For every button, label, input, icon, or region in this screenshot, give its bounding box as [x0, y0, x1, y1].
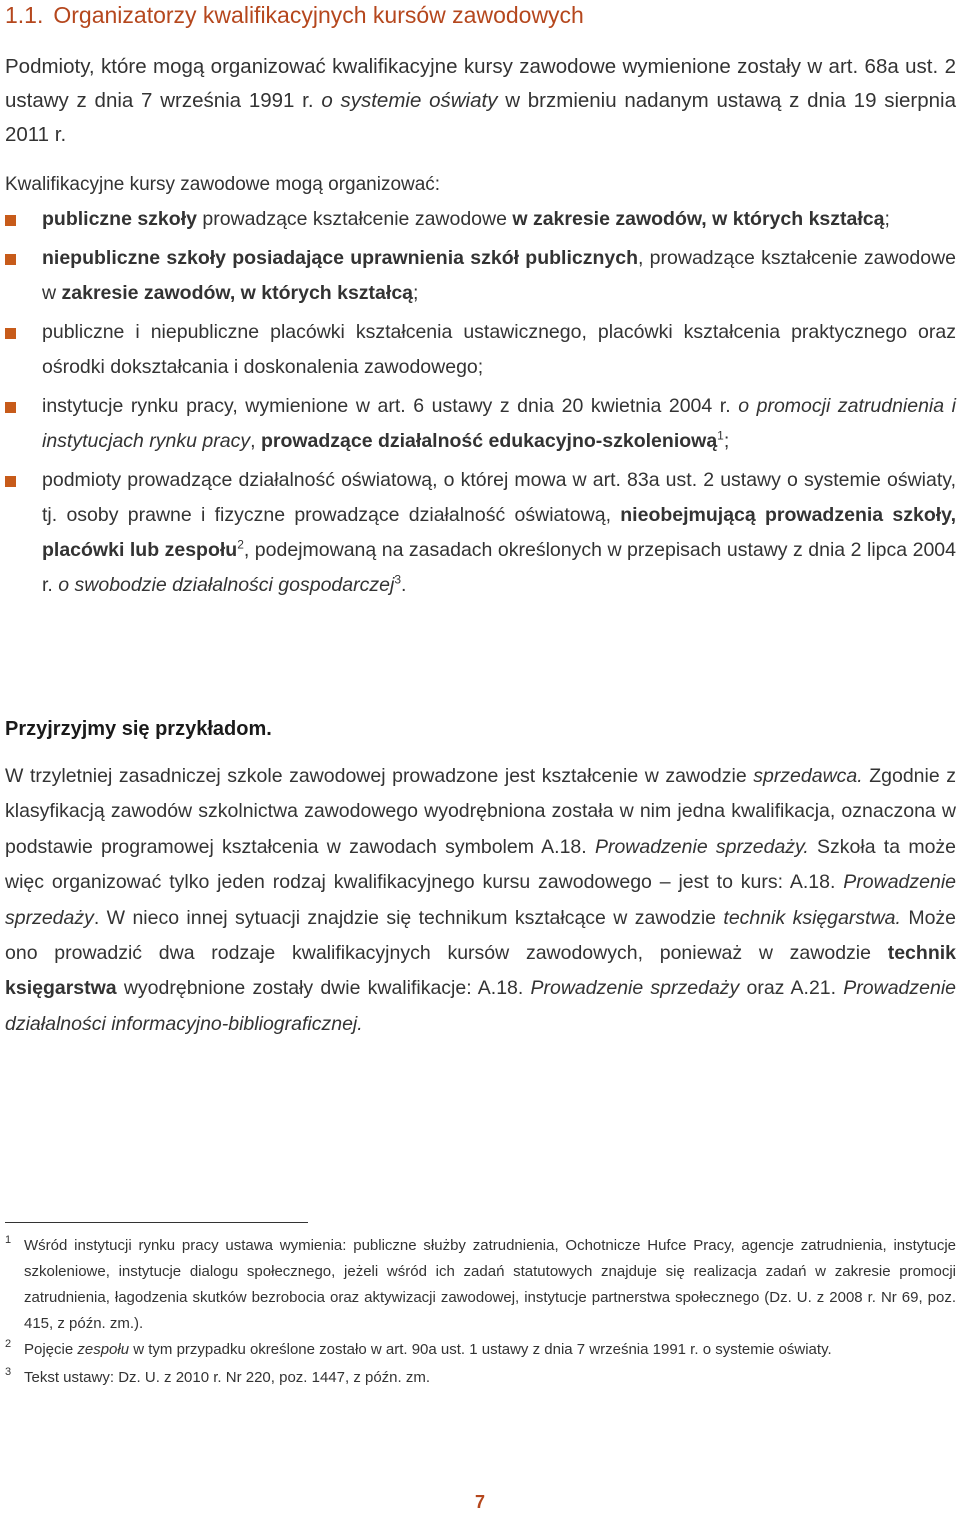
square-bullet-icon	[5, 402, 16, 413]
footnote-ref[interactable]: 2	[237, 537, 244, 552]
list-item: instytucje rynku pracy, wymienione w art. 6 ustawy z dnia 20 kwietnia 2004 r. o promocji zatrudnienia i instytucjach rynku pracy, prowadzące działalność edukacyjno-szkoleniową$^1$;	[5, 389, 956, 459]
footnote-ref[interactable]: 3	[394, 572, 401, 587]
intro-act-title: o systemie oświaty	[321, 89, 498, 112]
intro-paragraph	[5, 50, 956, 152]
section-heading	[5, 2, 584, 29]
list-lead: Kwalifikacyjne kursy zawodowe mogą organizować:	[5, 174, 441, 195]
square-bullet-icon	[5, 476, 16, 487]
square-bullet-icon	[5, 328, 16, 339]
footnote-mark: 1	[5, 1234, 12, 1246]
page-number: 7	[474, 1492, 485, 1512]
footnote-mark: 2	[5, 1338, 12, 1350]
footnote-2: 2 Pojęcie zespołu w tym przypadku określone zostało w art. 90a ust. 1 ustawy z dnia 7 września 1991 r. o systemie oświaty.	[5, 1337, 956, 1363]
square-bullet-icon	[5, 215, 16, 226]
examples-heading: Przyjrzyjmy się przykładom.	[5, 718, 272, 740]
footnote-ref[interactable]: 1	[717, 428, 724, 443]
square-bullet-icon	[5, 254, 16, 265]
list-item: publiczne i niepubliczne placówki kształcenia ustawicznego, placówki kształcenia praktycznego oraz ośrodki dokształcania i doskonalenia zawodowego;	[5, 315, 956, 385]
footnotes	[5, 1233, 956, 1393]
intro-text-end: w brzmieniu nadanym ustawą z dnia 19 sierpnia 2011 r.	[5, 89, 957, 146]
list-item: publiczne szkoły prowadzące kształcenie zawodowe w zakresie zawodów, w których kształcą;	[5, 202, 956, 237]
list-item: podmioty prowadzące działalność oświatową, o której mowa w art. 83a ust. 2 ustawy o systemie oświaty, tj. osoby prawne i fizyczne prowadzące działalność oświatową, nieobejmującą prowadzenia szkoły, placówki lub zespołu$^2$, podejmowaną na zasadach określonych w przepisach ustawy z dnia 2 lipca 2004 r. o swobodzie działalności gospodarczej$^3$.	[5, 463, 956, 603]
section-title: Organizatorzy kwalifikacyjnych kursów zawodowych	[53, 2, 584, 28]
footnote-mark: 3	[5, 1366, 12, 1378]
footnote-3: 3 Tekst ustawy: Dz. U. z 2010 r. Nr 220, poz. 1447, z późn. zm.	[5, 1365, 956, 1391]
section-number: 1.1.	[5, 2, 44, 28]
organizer-list	[5, 202, 956, 607]
example-paragraph: W trzyletniej zasadniczej szkole zawodowej prowadzone jest kształcenie w zawodzie sprzedawca. Zgodnie z klasyfikacją zawodów szkolnictwa zawodowego wyodrębniona została w nim jedna kwalifikacja, oznaczona w podstawie programowej kształcenia w zawodach symbolem A.18. Prowadzenie sprzedaży. Szkoła ta może więc organizować tylko jeden rodzaj kwalifikacyjnego kursu zawodowego – jest to kurs: A.18. Prowadzenie sprzedaży. W nieco innej sytuacji znajdzie się technikum kształcące w zawodzie technik księgarstwa. Może ono prowadzić dwa rodzaje kwalifikacyjnych kursów zawodowych, ponieważ w zawodzie technik księgarstwa wyodrębnione zostały dwie kwalifikacje: A.18. Prowadzenie sprzedaży oraz A.21. Prowadzenie działalności informacyjno-bibliograficznej.	[5, 765, 957, 1035]
footnote-1: 1 Wśród instytucji rynku pracy ustawa wymienia: publiczne służby zatrudnienia, Ochotnicze Hufce Pracy, agencje zatrudnienia, instytucje szkoleniowe, instytucje dialogu społecznego, jeżeli wśród ich zadań statutowych znajduje się realizacja zadań w zakresie promocji zatrudnienia, łagodzenia skutków bezrobocia oraz aktywizacji zawodowej, instytucje partnerstwa społecznego (Dz. U. z 2008 r. Nr 69, poz. 415, z późn. zm.).	[5, 1233, 956, 1337]
footnote-separator	[5, 1222, 308, 1223]
intro-text: Podmioty, które mogą organizować kwalifikacyjne kursy zawodowe wymienione zostały w art. 68a ust. 2 ustawy z dnia 7 września 1991 r.	[5, 55, 956, 112]
list-item: niepubliczne szkoły posiadające uprawnienia szkół publicznych, prowadzące kształcenie zawodowe w zakresie zawodów, w których kształcą;	[5, 241, 956, 311]
